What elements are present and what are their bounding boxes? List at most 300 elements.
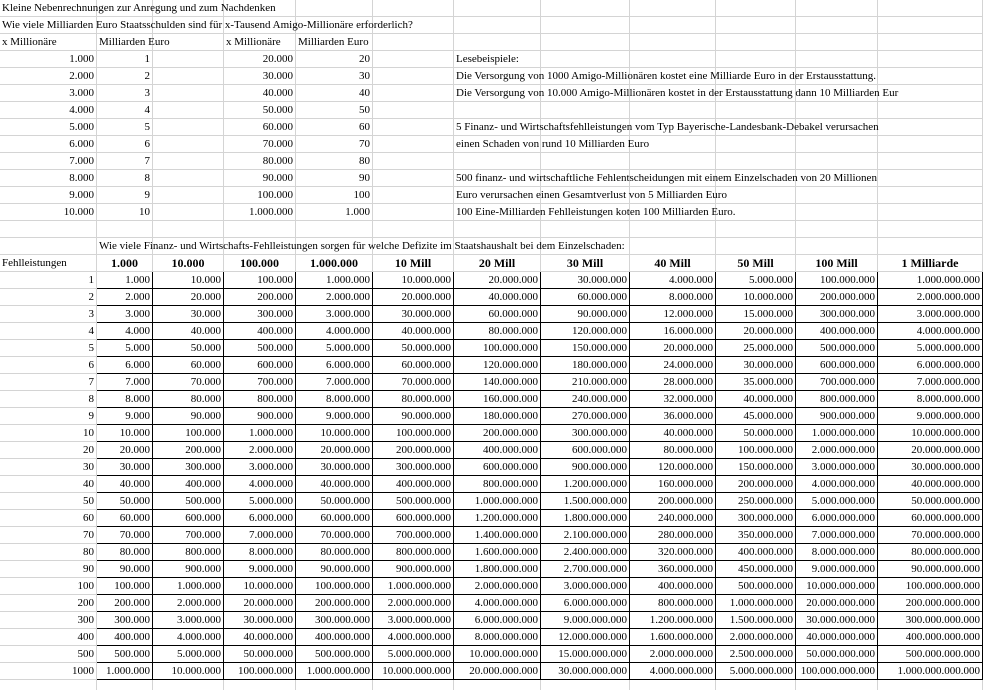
note-text[interactable]: Die Versorgung von 10.000 Amigo-Millionären kostet in der Erstausstattung dann 10 Milliarden Eur [454, 85, 983, 102]
empty-cell[interactable] [796, 221, 878, 238]
empty-cell[interactable] [373, 102, 454, 119]
value-cell[interactable]: 60.000.000 [373, 357, 454, 374]
value-cell[interactable]: 10.000.000 [296, 425, 373, 442]
value-cell[interactable]: 6.000.000 [224, 510, 296, 527]
value-cell[interactable]: 80.000.000 [296, 544, 373, 561]
value-cell[interactable]: 80.000 [97, 544, 153, 561]
value-cell[interactable]: 400.000.000 [630, 578, 716, 595]
value-cell[interactable]: 600.000.000 [796, 357, 878, 374]
top-millionaires-cell[interactable]: 1.000 [0, 51, 97, 68]
value-cell[interactable]: 30.000.000 [224, 612, 296, 629]
value-cell[interactable]: 150.000.000 [541, 340, 630, 357]
empty-cell[interactable] [454, 34, 541, 51]
row-label-cell[interactable]: 5 [0, 340, 97, 357]
value-cell[interactable]: 90.000.000 [373, 408, 454, 425]
value-cell[interactable]: 8.000.000.000 [454, 629, 541, 646]
top-millionaires-cell[interactable]: 7.000 [0, 153, 97, 170]
row-label-cell[interactable]: 20 [0, 442, 97, 459]
value-cell[interactable]: 200.000 [224, 289, 296, 306]
value-cell[interactable]: 4.000.000.000 [454, 595, 541, 612]
empty-cell[interactable] [716, 17, 796, 34]
row-label-cell[interactable]: 3 [0, 306, 97, 323]
value-cell[interactable]: 50.000.000 [373, 340, 454, 357]
value-cell[interactable]: 300.000.000 [296, 612, 373, 629]
value-cell[interactable]: 240.000.000 [541, 391, 630, 408]
value-cell[interactable]: 2.000.000.000 [796, 442, 878, 459]
value-cell[interactable]: 80.000.000 [373, 391, 454, 408]
value-cell[interactable]: 12.000.000.000 [541, 629, 630, 646]
value-cell[interactable]: 30.000.000.000 [878, 459, 983, 476]
top-millionaires-cell[interactable]: 2.000 [0, 68, 97, 85]
value-cell[interactable]: 250.000.000 [716, 493, 796, 510]
value-cell[interactable]: 600.000 [153, 510, 224, 527]
value-cell[interactable]: 4.000.000 [296, 323, 373, 340]
value-cell[interactable]: 700.000 [224, 374, 296, 391]
value-cell[interactable]: 5.000.000 [716, 272, 796, 289]
value-cell[interactable]: 1.200.000.000 [630, 612, 716, 629]
value-cell[interactable]: 36.000.000 [630, 408, 716, 425]
row-label-cell[interactable]: 1000 [0, 663, 97, 680]
value-cell[interactable]: 1.000.000.000 [796, 425, 878, 442]
value-cell[interactable]: 500.000.000 [796, 340, 878, 357]
empty-cell[interactable] [878, 221, 983, 238]
value-cell[interactable]: 7.000.000.000 [796, 527, 878, 544]
row-label-cell[interactable]: 1 [0, 272, 97, 289]
top-millionaires-cell[interactable]: 9.000 [0, 187, 97, 204]
empty-cell[interactable] [878, 0, 983, 17]
value-cell[interactable]: 4.000.000.000 [630, 663, 716, 680]
value-cell[interactable]: 1.400.000.000 [454, 527, 541, 544]
value-cell[interactable]: 100.000.000.000 [878, 578, 983, 595]
value-cell[interactable]: 20.000.000 [454, 272, 541, 289]
value-cell[interactable]: 500.000.000 [373, 493, 454, 510]
value-cell[interactable]: 8.000.000.000 [878, 391, 983, 408]
empty-cell[interactable] [0, 680, 97, 690]
value-cell[interactable]: 60.000.000 [454, 306, 541, 323]
row-label-cell[interactable]: 8 [0, 391, 97, 408]
top-billions-cell[interactable]: 1.000 [296, 204, 373, 221]
note-text[interactable]: Euro verursachen einen Gesamtverlust von 5 Milliarden Euro [454, 187, 983, 204]
value-cell[interactable]: 320.000.000 [630, 544, 716, 561]
row-label-cell[interactable]: 50 [0, 493, 97, 510]
column-header[interactable]: 10.000 [153, 255, 224, 272]
value-cell[interactable]: 360.000.000 [630, 561, 716, 578]
value-cell[interactable]: 40.000.000 [716, 391, 796, 408]
value-cell[interactable]: 80.000.000 [454, 323, 541, 340]
value-cell[interactable]: 8.000 [97, 391, 153, 408]
value-cell[interactable]: 9.000.000.000 [541, 612, 630, 629]
value-cell[interactable]: 3.000.000.000 [796, 459, 878, 476]
value-cell[interactable]: 5.000.000 [224, 493, 296, 510]
value-cell[interactable]: 160.000.000 [454, 391, 541, 408]
value-cell[interactable]: 50.000 [97, 493, 153, 510]
value-cell[interactable]: 3.000 [97, 306, 153, 323]
top-billions-cell[interactable]: 1 [97, 51, 153, 68]
note-text[interactable] [454, 153, 983, 170]
value-cell[interactable]: 160.000.000 [630, 476, 716, 493]
row-label-cell[interactable]: 60 [0, 510, 97, 527]
value-cell[interactable]: 2.400.000.000 [541, 544, 630, 561]
value-cell[interactable]: 3.000.000.000 [373, 612, 454, 629]
top-header-cell[interactable]: x Millionäre [0, 34, 97, 51]
value-cell[interactable]: 60.000 [97, 510, 153, 527]
note-text[interactable] [454, 102, 983, 119]
value-cell[interactable]: 100.000.000 [454, 340, 541, 357]
value-cell[interactable]: 300.000.000 [541, 425, 630, 442]
value-cell[interactable]: 50.000.000 [224, 646, 296, 663]
column-header[interactable]: 100.000 [224, 255, 296, 272]
value-cell[interactable]: 1.600.000.000 [454, 544, 541, 561]
empty-cell[interactable] [716, 34, 796, 51]
empty-cell[interactable] [373, 221, 454, 238]
empty-cell[interactable] [878, 17, 983, 34]
value-cell[interactable]: 300.000 [224, 306, 296, 323]
value-cell[interactable]: 800.000.000 [454, 476, 541, 493]
top-millionaires-cell[interactable]: 6.000 [0, 136, 97, 153]
value-cell[interactable]: 1.800.000.000 [454, 561, 541, 578]
empty-cell[interactable] [630, 221, 716, 238]
value-cell[interactable]: 100.000.000 [373, 425, 454, 442]
value-cell[interactable]: 4.000.000.000 [796, 476, 878, 493]
top-millionaires-cell[interactable]: 70.000 [224, 136, 296, 153]
value-cell[interactable]: 80.000 [153, 391, 224, 408]
value-cell[interactable]: 9.000.000 [296, 408, 373, 425]
value-cell[interactable]: 2.000.000.000 [716, 629, 796, 646]
top-millionaires-cell[interactable]: 8.000 [0, 170, 97, 187]
value-cell[interactable]: 10.000.000 [153, 663, 224, 680]
value-cell[interactable]: 7.000.000.000 [878, 374, 983, 391]
row-label-cell[interactable]: 300 [0, 612, 97, 629]
empty-cell[interactable] [224, 680, 296, 690]
value-cell[interactable]: 5.000.000 [296, 340, 373, 357]
empty-cell[interactable] [796, 17, 878, 34]
empty-cell[interactable] [373, 153, 454, 170]
empty-cell[interactable] [716, 680, 796, 690]
value-cell[interactable]: 200.000.000 [630, 493, 716, 510]
value-cell[interactable]: 70.000.000 [296, 527, 373, 544]
row-label-cell[interactable]: 9 [0, 408, 97, 425]
empty-cell[interactable] [153, 153, 224, 170]
value-cell[interactable]: 2.000.000.000 [630, 646, 716, 663]
value-cell[interactable]: 40.000.000.000 [878, 476, 983, 493]
empty-cell[interactable] [153, 119, 224, 136]
value-cell[interactable]: 90.000.000 [296, 561, 373, 578]
value-cell[interactable]: 8.000.000 [224, 544, 296, 561]
value-cell[interactable]: 5.000.000 [153, 646, 224, 663]
top-millionaires-cell[interactable]: 20.000 [224, 51, 296, 68]
value-cell[interactable]: 70.000.000 [373, 374, 454, 391]
note-text[interactable]: Die Versorgung von 1000 Amigo-Millionären kostet eine Milliarde Euro in der Erstausstattung. [454, 68, 983, 85]
column-header[interactable]: 1.000 [97, 255, 153, 272]
top-millionaires-cell[interactable]: 1.000.000 [224, 204, 296, 221]
empty-cell[interactable] [153, 221, 224, 238]
value-cell[interactable]: 1.000 [97, 272, 153, 289]
value-cell[interactable]: 50.000.000 [296, 493, 373, 510]
value-cell[interactable]: 40.000.000 [373, 323, 454, 340]
top-millionaires-cell[interactable]: 40.000 [224, 85, 296, 102]
value-cell[interactable]: 500.000.000 [296, 646, 373, 663]
empty-cell[interactable] [454, 221, 541, 238]
value-cell[interactable]: 2.000.000.000 [454, 578, 541, 595]
top-millionaires-cell[interactable]: 10.000 [0, 204, 97, 221]
empty-cell[interactable] [97, 221, 153, 238]
value-cell[interactable]: 2.000 [97, 289, 153, 306]
table-caption[interactable]: Wie viele Finanz- und Wirtschafts-Fehlleistungen sorgen für welche Defizite im Staatshaushalt bei dem Einzelschaden: [97, 238, 878, 255]
value-cell[interactable]: 15.000.000.000 [541, 646, 630, 663]
note-text[interactable]: Lesebeispiele: [454, 51, 983, 68]
value-cell[interactable]: 800.000.000 [796, 391, 878, 408]
empty-cell[interactable] [878, 34, 983, 51]
value-cell[interactable]: 2.000.000 [153, 595, 224, 612]
value-cell[interactable]: 24.000.000 [630, 357, 716, 374]
value-cell[interactable]: 100.000.000 [296, 578, 373, 595]
column-header[interactable]: 40 Mill [630, 255, 716, 272]
value-cell[interactable]: 2.500.000.000 [716, 646, 796, 663]
value-cell[interactable]: 200.000.000 [373, 442, 454, 459]
value-cell[interactable]: 5.000 [97, 340, 153, 357]
row-label-cell[interactable]: 4 [0, 323, 97, 340]
top-billions-cell[interactable]: 4 [97, 102, 153, 119]
top-millionaires-cell[interactable]: 30.000 [224, 68, 296, 85]
top-billions-cell[interactable]: 2 [97, 68, 153, 85]
value-cell[interactable]: 400.000 [97, 629, 153, 646]
top-billions-cell[interactable]: 7 [97, 153, 153, 170]
value-cell[interactable]: 30.000.000.000 [541, 663, 630, 680]
value-cell[interactable]: 40.000.000 [630, 425, 716, 442]
column-header[interactable]: 30 Mill [541, 255, 630, 272]
value-cell[interactable]: 600.000.000 [373, 510, 454, 527]
column-header[interactable]: 20 Mill [454, 255, 541, 272]
value-cell[interactable]: 2.700.000.000 [541, 561, 630, 578]
value-cell[interactable]: 4.000 [97, 323, 153, 340]
top-billions-cell[interactable]: 6 [97, 136, 153, 153]
value-cell[interactable]: 3.000.000 [296, 306, 373, 323]
value-cell[interactable]: 300.000.000 [373, 459, 454, 476]
top-billions-cell[interactable]: 30 [296, 68, 373, 85]
value-cell[interactable]: 10.000.000 [716, 289, 796, 306]
value-cell[interactable]: 12.000.000 [630, 306, 716, 323]
empty-cell[interactable] [541, 221, 630, 238]
empty-cell[interactable] [153, 204, 224, 221]
value-cell[interactable]: 8.000.000.000 [796, 544, 878, 561]
value-cell[interactable]: 10.000.000 [373, 272, 454, 289]
value-cell[interactable]: 180.000.000 [541, 357, 630, 374]
value-cell[interactable]: 10.000.000.000 [454, 646, 541, 663]
value-cell[interactable]: 70.000 [97, 527, 153, 544]
value-cell[interactable]: 10.000.000.000 [373, 663, 454, 680]
value-cell[interactable]: 4.000.000 [153, 629, 224, 646]
value-cell[interactable]: 20.000.000 [630, 340, 716, 357]
value-cell[interactable]: 1.000.000.000 [716, 595, 796, 612]
value-cell[interactable]: 120.000.000 [454, 357, 541, 374]
value-cell[interactable]: 8.000.000 [296, 391, 373, 408]
empty-cell[interactable] [630, 34, 716, 51]
empty-cell[interactable] [153, 136, 224, 153]
value-cell[interactable]: 7.000.000 [224, 527, 296, 544]
value-cell[interactable]: 80.000.000 [630, 442, 716, 459]
value-cell[interactable]: 1.000.000 [97, 663, 153, 680]
value-cell[interactable]: 60.000.000.000 [878, 510, 983, 527]
value-cell[interactable]: 8.000.000 [630, 289, 716, 306]
value-cell[interactable]: 1.200.000.000 [454, 510, 541, 527]
value-cell[interactable]: 10.000.000 [224, 578, 296, 595]
row-label-cell[interactable]: 90 [0, 561, 97, 578]
column-header[interactable]: 100 Mill [796, 255, 878, 272]
empty-cell[interactable] [541, 680, 630, 690]
value-cell[interactable]: 90.000 [153, 408, 224, 425]
value-cell[interactable]: 4.000.000 [630, 272, 716, 289]
top-billions-cell[interactable]: 3 [97, 85, 153, 102]
value-cell[interactable]: 2.000.000 [296, 289, 373, 306]
value-cell[interactable]: 70.000.000.000 [878, 527, 983, 544]
top-header-cell[interactable]: Milliarden Euro [296, 34, 373, 51]
empty-cell[interactable] [373, 51, 454, 68]
value-cell[interactable]: 5.000.000.000 [878, 340, 983, 357]
value-cell[interactable]: 20.000.000.000 [878, 442, 983, 459]
value-cell[interactable]: 28.000.000 [630, 374, 716, 391]
empty-cell[interactable] [716, 221, 796, 238]
value-cell[interactable]: 50.000.000 [716, 425, 796, 442]
value-cell[interactable]: 20.000 [153, 289, 224, 306]
value-cell[interactable]: 35.000.000 [716, 374, 796, 391]
empty-cell[interactable] [153, 680, 224, 690]
top-header-cell[interactable]: Milliarden Euro [97, 34, 153, 51]
note-text[interactable]: 100 Eine-Milliarden Fehlleistungen koten 100 Milliarden Euro. [454, 204, 983, 221]
value-cell[interactable]: 50.000.000.000 [878, 493, 983, 510]
value-cell[interactable]: 100.000.000 [716, 442, 796, 459]
value-cell[interactable]: 60.000.000 [296, 510, 373, 527]
empty-cell[interactable] [373, 680, 454, 690]
empty-cell[interactable] [796, 34, 878, 51]
value-cell[interactable]: 25.000.000 [716, 340, 796, 357]
top-billions-cell[interactable]: 50 [296, 102, 373, 119]
value-cell[interactable]: 60.000.000 [541, 289, 630, 306]
value-cell[interactable]: 40.000 [153, 323, 224, 340]
value-cell[interactable]: 900.000.000 [373, 561, 454, 578]
value-cell[interactable]: 7.000.000 [296, 374, 373, 391]
value-cell[interactable]: 300.000.000 [796, 306, 878, 323]
row-label-cell[interactable]: 2 [0, 289, 97, 306]
value-cell[interactable]: 6.000.000 [296, 357, 373, 374]
value-cell[interactable]: 30.000.000.000 [796, 612, 878, 629]
value-cell[interactable]: 40.000.000 [224, 629, 296, 646]
value-cell[interactable]: 400.000.000.000 [878, 629, 983, 646]
value-cell[interactable]: 700.000.000 [796, 374, 878, 391]
value-cell[interactable]: 1.600.000.000 [630, 629, 716, 646]
value-cell[interactable]: 20.000.000 [373, 289, 454, 306]
value-cell[interactable]: 200.000.000 [296, 595, 373, 612]
value-cell[interactable]: 2.100.000.000 [541, 527, 630, 544]
value-cell[interactable]: 140.000.000 [454, 374, 541, 391]
top-billions-cell[interactable]: 100 [296, 187, 373, 204]
top-billions-cell[interactable]: 40 [296, 85, 373, 102]
value-cell[interactable]: 30.000.000 [373, 306, 454, 323]
top-billions-cell[interactable]: 10 [97, 204, 153, 221]
value-cell[interactable]: 900.000 [153, 561, 224, 578]
value-cell[interactable]: 270.000.000 [541, 408, 630, 425]
value-cell[interactable]: 120.000.000 [541, 323, 630, 340]
value-cell[interactable]: 400.000.000 [796, 323, 878, 340]
value-cell[interactable]: 40.000.000 [454, 289, 541, 306]
value-cell[interactable]: 300.000 [153, 459, 224, 476]
value-cell[interactable]: 40.000.000 [296, 476, 373, 493]
top-header-cell[interactable]: x Millionäre [224, 34, 296, 51]
value-cell[interactable]: 3.000.000.000 [541, 578, 630, 595]
value-cell[interactable]: 1.000.000.000 [454, 493, 541, 510]
value-cell[interactable]: 6.000 [97, 357, 153, 374]
value-cell[interactable]: 500.000.000.000 [878, 646, 983, 663]
value-cell[interactable]: 30.000 [97, 459, 153, 476]
empty-cell[interactable] [878, 680, 983, 690]
value-cell[interactable]: 20.000.000 [716, 323, 796, 340]
value-cell[interactable]: 100.000.000 [796, 272, 878, 289]
empty-cell[interactable] [153, 187, 224, 204]
top-millionaires-cell[interactable]: 50.000 [224, 102, 296, 119]
empty-cell[interactable] [224, 221, 296, 238]
empty-cell[interactable] [153, 85, 224, 102]
value-cell[interactable]: 90.000.000 [541, 306, 630, 323]
value-cell[interactable]: 10.000 [153, 272, 224, 289]
value-cell[interactable]: 900.000 [224, 408, 296, 425]
value-cell[interactable]: 32.000.000 [630, 391, 716, 408]
value-cell[interactable]: 5.000.000.000 [373, 646, 454, 663]
value-cell[interactable]: 30.000 [153, 306, 224, 323]
value-cell[interactable]: 200.000 [153, 442, 224, 459]
empty-cell[interactable] [97, 680, 153, 690]
value-cell[interactable]: 600.000 [224, 357, 296, 374]
top-billions-cell[interactable]: 80 [296, 153, 373, 170]
value-cell[interactable]: 180.000.000 [454, 408, 541, 425]
row-label-cell[interactable]: 10 [0, 425, 97, 442]
empty-cell[interactable] [630, 0, 716, 17]
value-cell[interactable]: 1.200.000.000 [541, 476, 630, 493]
value-cell[interactable]: 1.000.000 [296, 272, 373, 289]
value-cell[interactable]: 3.000.000.000 [878, 306, 983, 323]
value-cell[interactable]: 210.000.000 [541, 374, 630, 391]
value-cell[interactable]: 1.000.000.000 [296, 663, 373, 680]
row-label-cell[interactable]: 30 [0, 459, 97, 476]
value-cell[interactable]: 6.000.000.000 [796, 510, 878, 527]
value-cell[interactable]: 300.000.000 [716, 510, 796, 527]
value-cell[interactable]: 90.000 [97, 561, 153, 578]
value-cell[interactable]: 6.000.000.000 [541, 595, 630, 612]
value-cell[interactable]: 90.000.000.000 [878, 561, 983, 578]
empty-cell[interactable] [541, 34, 630, 51]
value-cell[interactable]: 500.000 [224, 340, 296, 357]
value-cell[interactable]: 6.000.000.000 [454, 612, 541, 629]
empty-cell[interactable] [373, 68, 454, 85]
top-billions-cell[interactable]: 8 [97, 170, 153, 187]
value-cell[interactable]: 1.500.000.000 [541, 493, 630, 510]
top-millionaires-cell[interactable]: 4.000 [0, 102, 97, 119]
empty-cell[interactable] [0, 238, 97, 255]
value-cell[interactable]: 240.000.000 [630, 510, 716, 527]
value-cell[interactable]: 900.000.000 [796, 408, 878, 425]
row-label-cell[interactable]: 500 [0, 646, 97, 663]
value-cell[interactable]: 400.000.000 [296, 629, 373, 646]
value-cell[interactable]: 100.000.000.000 [796, 663, 878, 680]
empty-cell[interactable] [878, 238, 983, 255]
value-cell[interactable]: 100.000 [153, 425, 224, 442]
value-cell[interactable]: 40.000.000.000 [796, 629, 878, 646]
value-cell[interactable]: 100.000 [97, 578, 153, 595]
value-cell[interactable]: 5.000.000.000 [716, 663, 796, 680]
value-cell[interactable]: 200.000.000 [716, 476, 796, 493]
value-cell[interactable]: 15.000.000 [716, 306, 796, 323]
top-billions-cell[interactable]: 90 [296, 170, 373, 187]
value-cell[interactable]: 400.000 [224, 323, 296, 340]
row-label-cell[interactable]: 400 [0, 629, 97, 646]
